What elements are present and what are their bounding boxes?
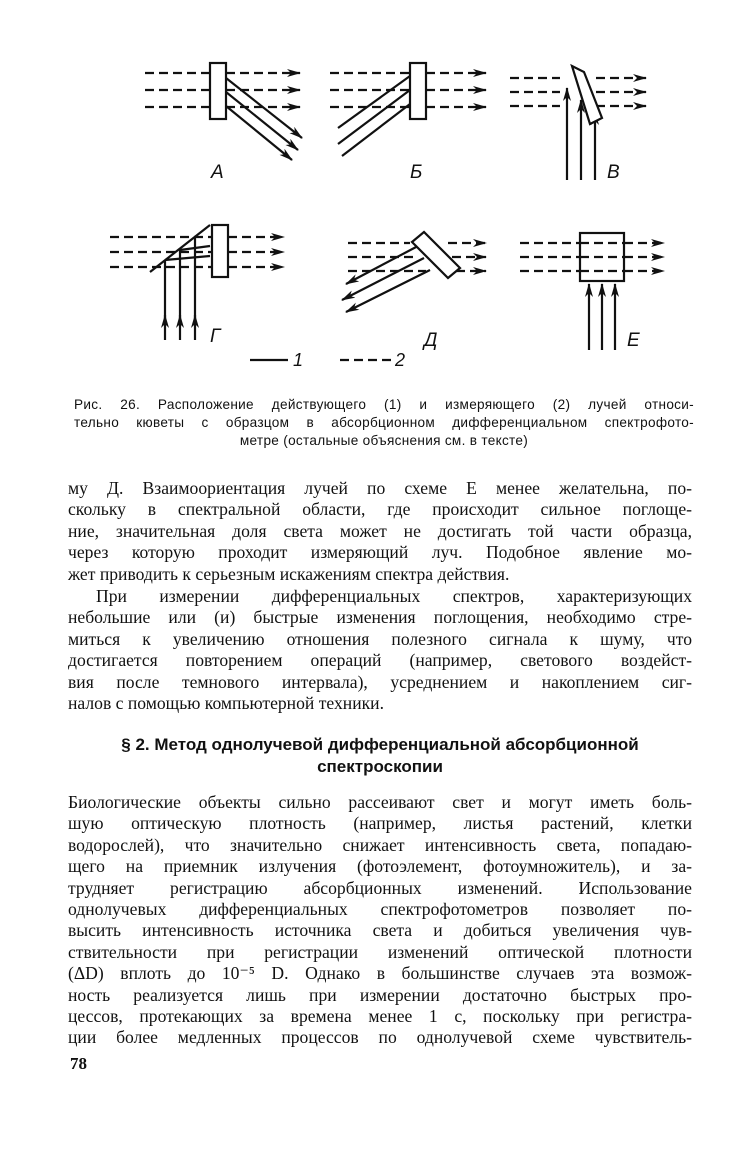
section-heading-line-1: § 2. Метод однолучевой дифференциальной абсорбционной: [121, 735, 639, 754]
text-line: шую оптическую плотность (например, листья растений, клетки: [68, 813, 692, 834]
text-line: однолучевых дифференциальных спектрофотометров позволяет по-: [68, 899, 692, 920]
caption-line: метре (остальные объяснения см. в тексте): [239, 433, 529, 448]
panel-b-diagram: [330, 63, 486, 156]
optical-scheme-figure: [0, 0, 754, 380]
panel-v-diagram: [510, 66, 646, 180]
section-heading: [90, 734, 670, 778]
text-line: При измерении дифференциальных спектров, характеризующих: [96, 586, 692, 606]
text-line: Биологические объекты сильно рассеивают свет и могут иметь боль-: [68, 792, 692, 812]
text-line: щего на приемник излучения (фотоэлемент, фотоумножитель), и за-: [68, 856, 692, 877]
text-line: небольшие или (и) быстрые изменения поглощения, необходимо стре-: [68, 607, 692, 628]
text-line: миться к увеличению отношения полезного сигнала к шуму, что: [68, 628, 692, 649]
panel-label-v: В: [607, 162, 620, 183]
text-line: достигается повторением операций (например, светового воздейст-: [68, 650, 692, 671]
text-line: (ΔD) вплоть до 10⁻⁵ D. Однако в большинстве случаев эта возмож-: [68, 963, 692, 984]
page-number: 78: [70, 1054, 87, 1073]
panel-label-e: Е: [627, 330, 640, 351]
text-line: через которую проходит измеряющий луч. Подобное явление мо-: [68, 542, 692, 563]
text-line: водорослей), что значительно снижает интенсивность света, попадаю-: [68, 834, 692, 855]
section-heading-line-2: спектроскопии: [317, 757, 443, 776]
caption-line: Рис. 26. Расположение действующего (1) и измеряющего (2) лучей относи-: [74, 397, 694, 412]
caption-line: тельно кюветы с образцом в абсорбционном дифференциальном спектрофото-: [74, 415, 694, 430]
panel-d-diagram: [342, 232, 486, 312]
text-line: жет приводить к серьезным искажениям спектра действия.: [68, 563, 510, 584]
panel-a-diagram: [145, 63, 302, 160]
text-line: налов с помощью компьютерной техники.: [68, 693, 384, 714]
paragraph-2: [68, 586, 692, 714]
text-line: ние, значительная доля света может не достигать той части образца,: [68, 520, 692, 541]
text-line: ность реализуется лишь при измерении достаточно быстрых про-: [68, 984, 692, 1005]
text-line: ствительности при регистрации изменений оптической плотности: [68, 941, 692, 962]
text-line: вия после темнового интервала), усреднением и накоплением сиг-: [68, 671, 692, 692]
legend-key-1: 1: [293, 350, 304, 370]
text-line: цессов, протекающих за времена менее 1 с, поскольку при регистра-: [68, 1006, 692, 1027]
text-line: высить интенсивность источника света и добиться увеличения чув-: [68, 920, 692, 941]
panel-label-d: Д: [424, 330, 438, 351]
text-line: скольку в спектральной области, где происходит сильное поглоще-: [68, 499, 692, 520]
panel-label-b: Б: [410, 162, 423, 183]
panel-label-g: Г: [210, 326, 221, 347]
text-line: му Д. Взаимоориентация лучей по схеме Е менее желательна, по-: [68, 478, 692, 498]
panel-e-diagram: [520, 233, 664, 350]
text-line: ции более медленных процессов по однолучевой схеме чувствитель-: [68, 1027, 692, 1048]
panel-g-diagram: [110, 225, 284, 340]
legend-key-2: 2: [395, 350, 406, 370]
text-line: трудняет регистрацию абсорбционных изменений. Использование: [68, 877, 692, 898]
legend: [250, 350, 405, 370]
panel-label-a: А: [211, 162, 224, 183]
paragraph-3: [68, 792, 692, 1049]
figure-caption: [74, 396, 694, 450]
paragraph-1: [68, 478, 692, 585]
